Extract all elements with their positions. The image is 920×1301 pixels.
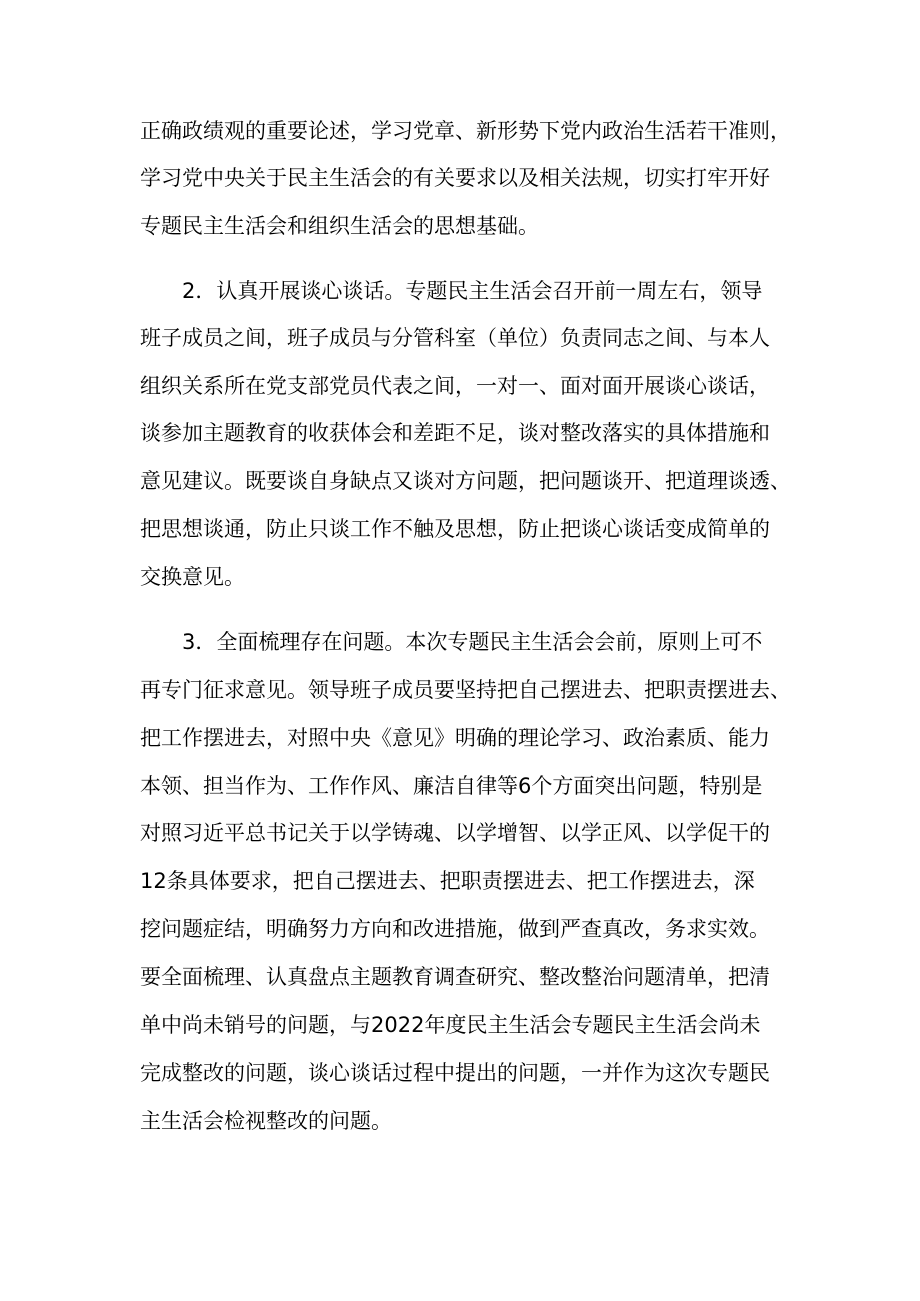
text-line: 把工作摆进去，对照中央《意见》明确的理论学习、政治素质、能力 [140, 726, 770, 750]
text-line: 主生活会检视整改的问题。 [140, 1109, 392, 1133]
text-line: 要全面梳理、认真盘点主题教育调查研究、整改整治问题清单，把清 [140, 965, 770, 989]
text-line: 单中尚未销号的问题，与2022年度民主生活会专题民主生活会尚未 [140, 1013, 761, 1037]
text-line: 3．全面梳理存在问题。本次专题民主生活会会前，原则上可不 [182, 630, 763, 654]
text-line: 正确政绩观的重要论述，学习党章、新形势下党内政治生活若干准则， [140, 119, 791, 143]
text-line: 学习党中央关于民主生活会的有关要求以及相关法规，切实打牢开好 [140, 166, 770, 190]
text-line: 班子成员之间，班子成员与分管科室（单位）负责同志之间、与本人 [140, 326, 770, 350]
text-line: 意见建议。既要谈自身缺点又谈对方问题，把问题谈开、把道理谈透、 [140, 469, 791, 493]
text-line: 挖问题症结，明确努力方向和改进措施，做到严查真改，务求实效。 [140, 917, 770, 941]
text-line: 2．认真开展谈心谈话。专题民主生活会召开前一周左右，领导 [182, 279, 763, 303]
text-line: 谈参加主题教育的收获体会和差距不足，谈对整改落实的具体措施和 [140, 421, 770, 445]
text-line: 交换意见。 [140, 565, 245, 589]
text-line: 对照习近平总书记关于以学铸魂、以学增智、以学正风、以学促干的 [140, 821, 770, 845]
text-line: 把思想谈通，防止只谈工作不触及思想，防止把谈心谈话变成简单的 [140, 517, 770, 541]
text-line: 再专门征求意见。领导班子成员要坚持把自己摆进去、把职责摆进去、 [140, 678, 791, 702]
text-line: 12条具体要求，把自己摆进去、把职责摆进去、把工作摆进去，深 [140, 869, 755, 893]
text-line: 专题民主生活会和组织生活会的思想基础。 [140, 214, 539, 238]
text-line: 完成整改的问题，谈心谈话过程中提出的问题，一并作为这次专题民 [140, 1061, 770, 1085]
text-line: 组织关系所在党支部党员代表之间，一对一、面对面开展谈心谈话， [140, 374, 770, 398]
text-line: 本领、担当作为、工作作风、廉洁自律等6个方面突出问题，特别是 [140, 774, 763, 798]
